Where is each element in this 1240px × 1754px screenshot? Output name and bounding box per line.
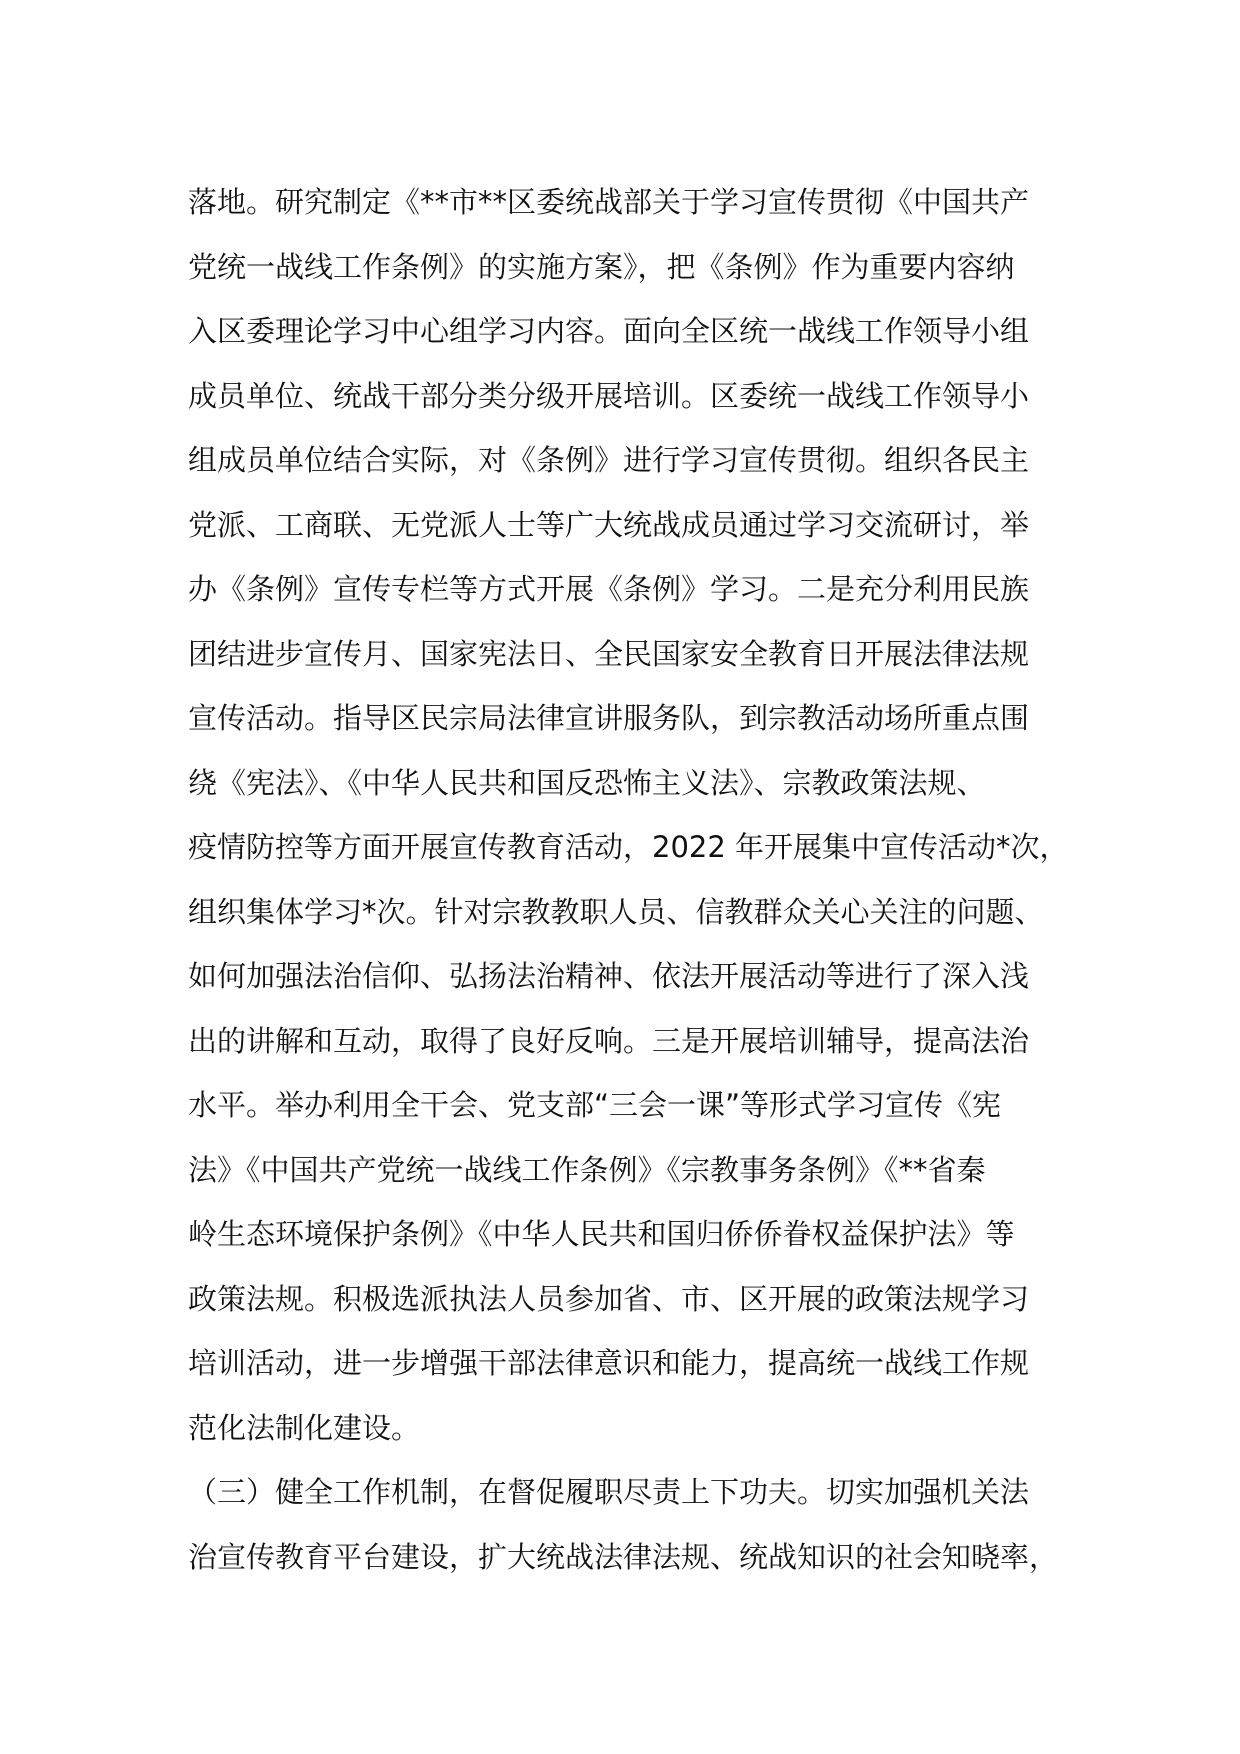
text-line: 范化法制化建设。 [188, 1410, 421, 1445]
text-line: 团结进步宣传月、国家宪法日、全民国家安全教育日开展法律法规 [188, 636, 1030, 671]
text-line: 出的讲解和互动，取得了良好反响。三是开展培训辅导，提高法治 [188, 1023, 1030, 1058]
text-line: 岭生态环境保护条例》《中华人民共和国归侨侨眷权益保护法》等 [188, 1217, 1015, 1251]
text-line: 党派、工商联、无党派人士等广大统战成员通过学习交流研讨，举 [188, 507, 1030, 542]
text-line: 疫情防控等方面开展宣传教育活动，2022 年开展集中宣传活动*次， [188, 830, 1069, 864]
text-line: 政策法规。积极选派执法人员参加省、市、区开展的政策法规学习 [188, 1281, 1030, 1316]
text-line: 治宣传教育平台建设，扩大统战法律法规、统战知识的社会知晓率， [188, 1539, 1059, 1574]
text-line: 宣传活动。指导区民宗局法律宣讲服务队，到宗教活动场所重点围 [188, 701, 1030, 735]
body-text [188, 170, 1068, 1589]
text-line: 如何加强法治信仰、弘扬法治精神、依法开展活动等进行了深入浅 [188, 959, 1030, 993]
text-line: 法》《中国共产党统一战线工作条例》《宗教事务条例》《**省秦 [188, 1152, 986, 1187]
text-line: 组织集体学习*次。针对宗教教职人员、信教群众关心关注的问题、 [188, 894, 1044, 929]
section-heading-line: （三）健全工作机制，在督促履职尽责上下功夫。切实加强机关法 [188, 1475, 1030, 1509]
text-line: 落地。研究制定《**市**区委统战部关于学习宣传贯彻《中国共产 [188, 185, 1030, 219]
text-line: 成员单位、统战干部分类分级开展培训。区委统一战线工作领导小 [188, 378, 1030, 413]
text-line: 绕《宪法》、《中华人民共和国反恐怖主义法》、宗教政策法规、 [188, 765, 986, 800]
text-line: 组成员单位结合实际，对《条例》进行学习宣传贯彻。组织各民主 [188, 443, 1030, 477]
text-line: 办《条例》宣传专栏等方式开展《条例》学习。二是充分利用民族 [188, 572, 1030, 606]
text-line: 水平。举办利用全干会、党支部“三会一课”等形式学习宣传《宪 [188, 1088, 1002, 1122]
text-line: 党统一战线工作条例》的实施方案》，把《条例》作为重要内容纳 [188, 249, 1015, 284]
text-line: 培训活动，进一步增强干部法律意识和能力，提高统一战线工作规 [188, 1346, 1030, 1380]
text-line: 入区委理论学习中心组学习内容。面向全区统一战线工作领导小组 [188, 314, 1030, 348]
